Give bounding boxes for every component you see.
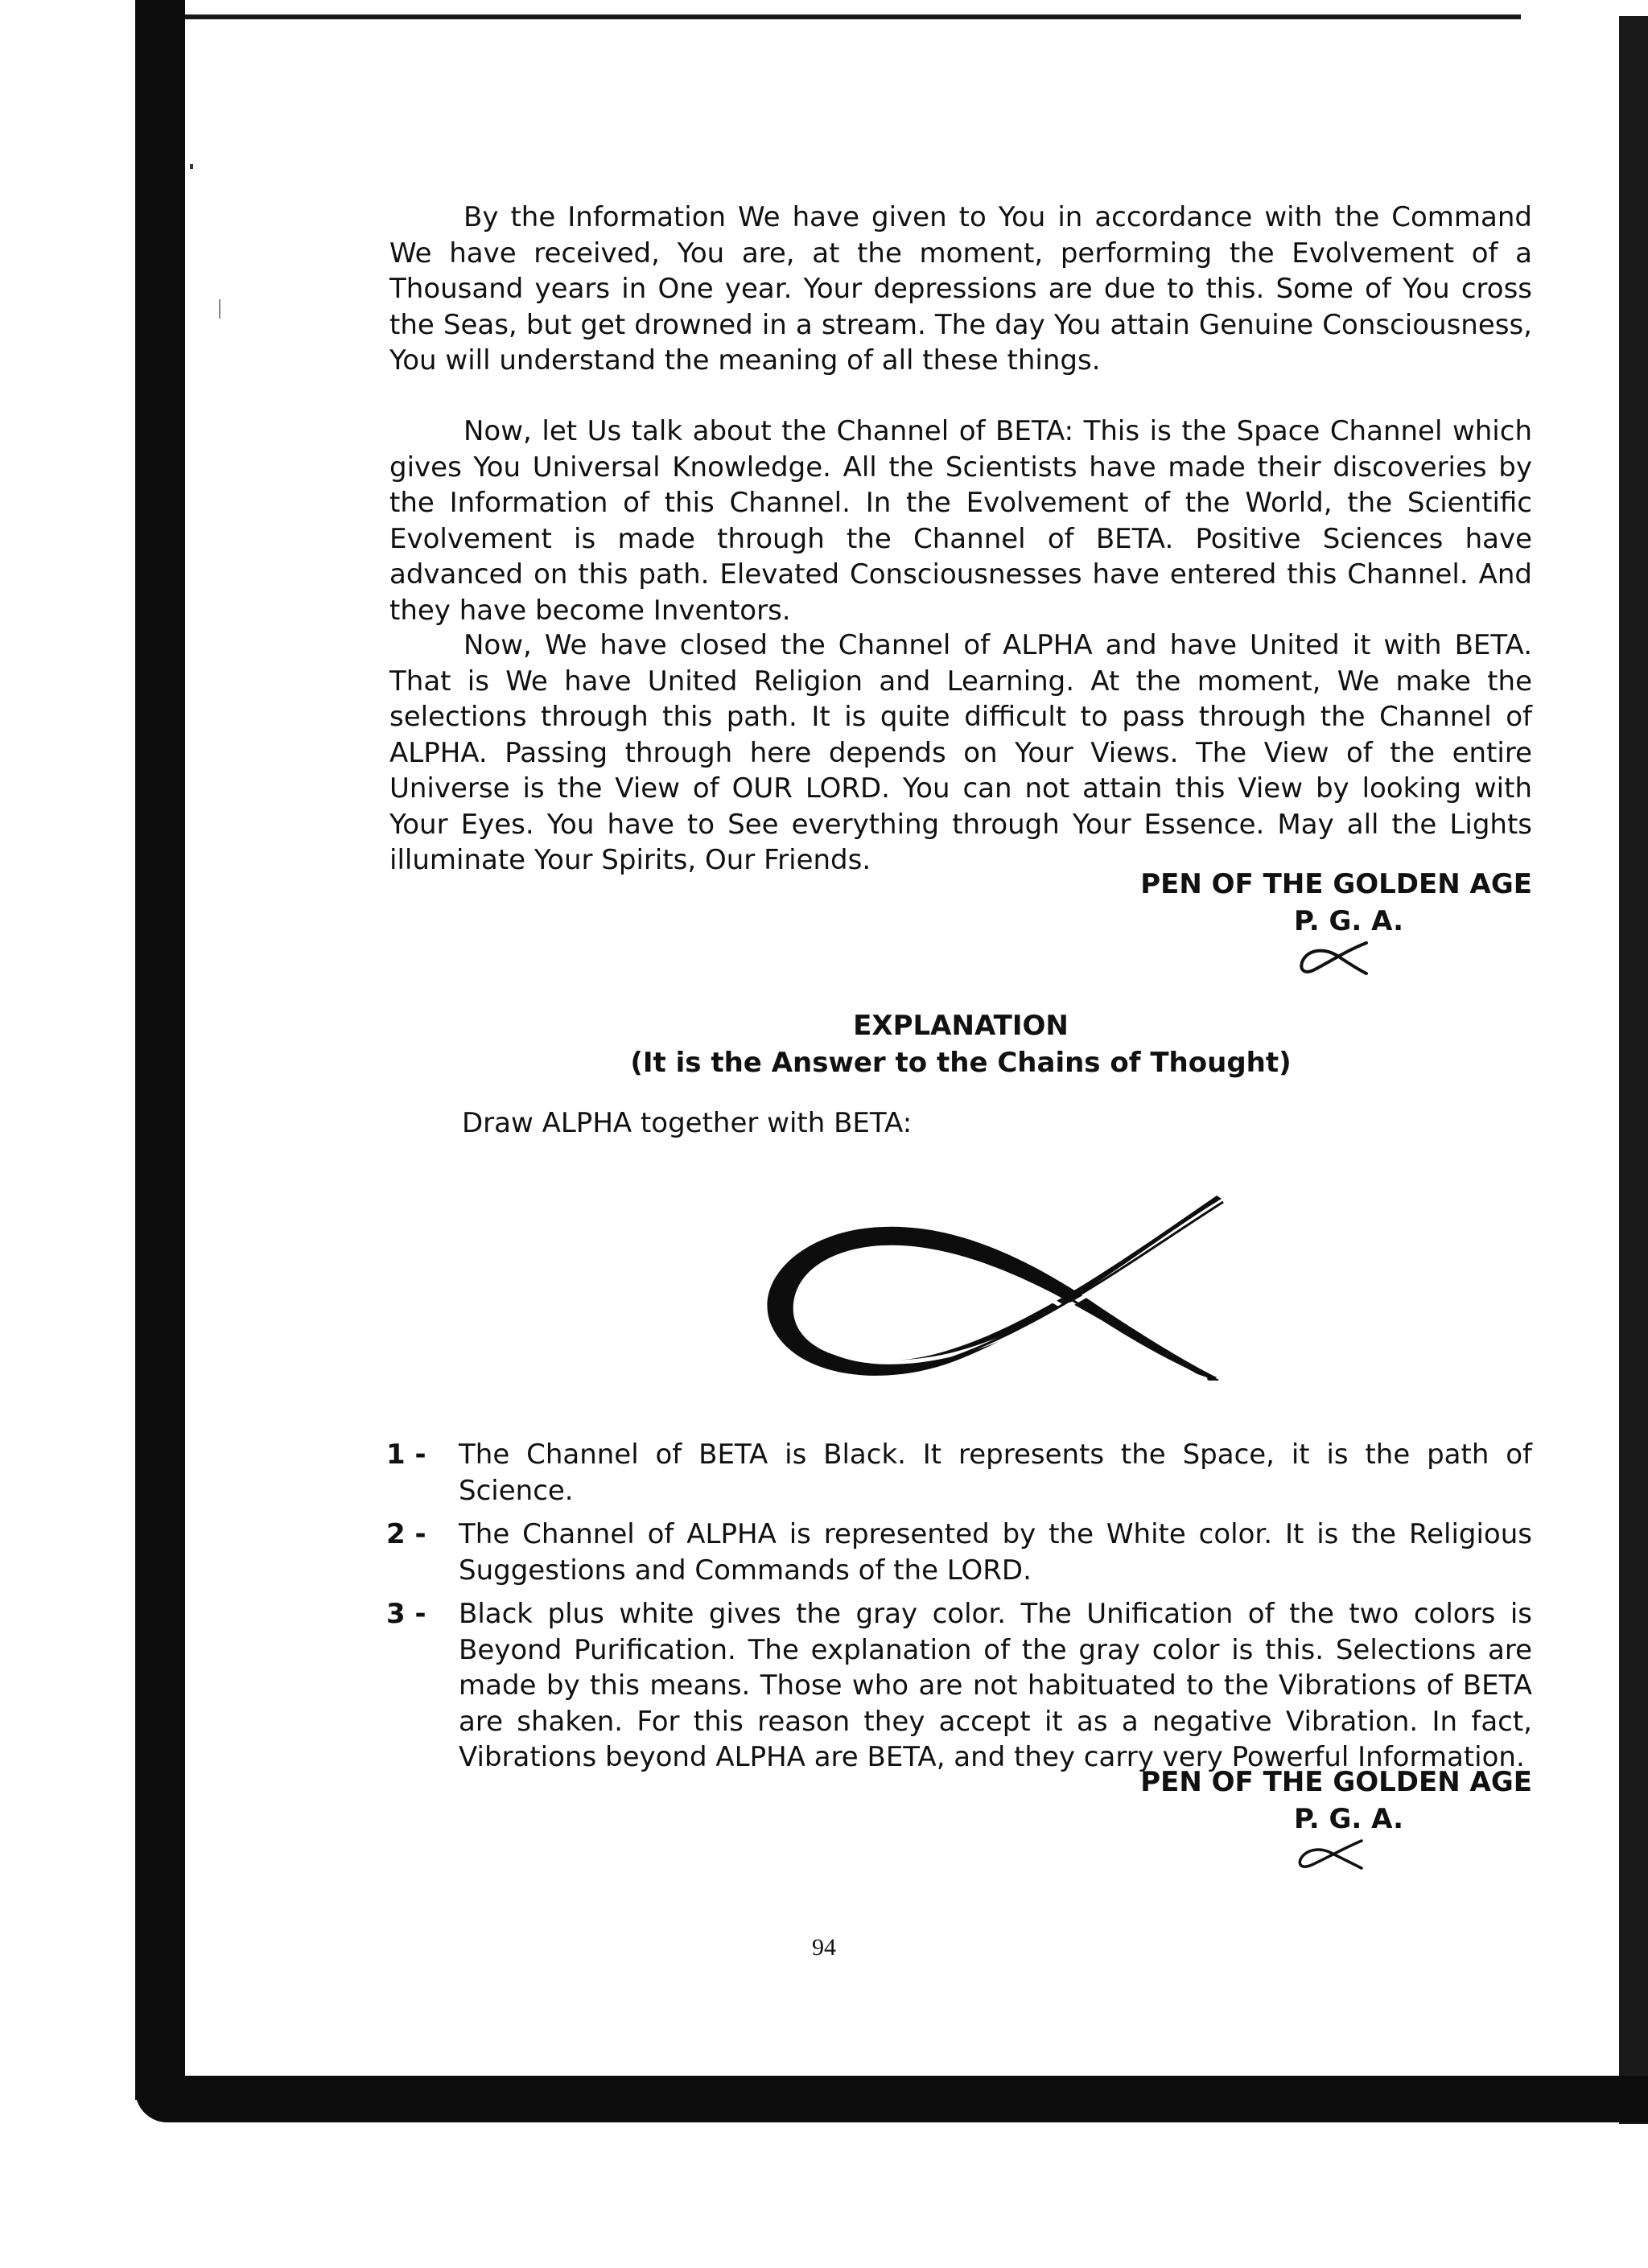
signature-abbr: P. G. A.: [1294, 1803, 1403, 1835]
scan-binding-shadow: [135, 0, 185, 2100]
scan-speck: [219, 299, 220, 319]
explanation-title: EXPLANATION: [853, 1010, 1069, 1042]
signature-title: PEN OF THE GOLDEN AGE: [1140, 868, 1532, 900]
paragraph-text: By the Information We have given to You in accordance with the Command We have received, You are, at the moment, performing the Evolvement of a Thousand years in One year. Your depressions are due to this. Some of You cross the Seas, but get drowned in a stream. The day You attain Genuine Consciousness, You will understand the meaning of all these things.: [389, 201, 1532, 377]
alpha-symbol-icon: [1294, 1836, 1366, 1873]
list-text: Black plus white gives the gray color. The Unification of the two colors is Beyond Purification. The explanation of the gray color is this. Selections are made by this means. Those who are not habituated to the Vibrations of BETA are shaken. For this reason they accept it as a negative Vibration. In fact, Vibrations beyond ALPHA are BETA, and they carry very Powerful Information.: [459, 1598, 1532, 1773]
scan-edge-bottom: [135, 2076, 1648, 2122]
paragraph-1: [389, 200, 1532, 379]
paragraph-2: [389, 414, 1532, 628]
alpha-symbol-icon: [1297, 940, 1370, 977]
numbered-list: [386, 1437, 1532, 1784]
paragraph-text: Now, We have closed the Channel of ALPHA and have United it with BETA. That is We have United Religion and Learning. At the moment, We make the selections through this path. It is quite difficult to pass through the Channel of ALPHA. Passing through here depends on Your Views. The View of the entire Universe is the View of OUR LORD. You can not attain this View by looking with Your Eyes. You have to See everything through Your Essence. May all the Lights illuminate Your Spirits, Our Friends.: [389, 629, 1532, 876]
page-number: 94: [812, 1934, 836, 1961]
alpha-beta-fish-icon: [761, 1196, 1228, 1381]
list-text: The Channel of BETA is Black. It represents the Space, it is the path of Science.: [459, 1439, 1532, 1507]
list-item: [386, 1437, 1532, 1509]
list-number: 2 -: [386, 1518, 426, 1550]
signature-block: [1114, 1764, 1532, 1838]
explanation-subtitle: (It is the Answer to the Chains of Thought): [630, 1047, 1292, 1079]
signature-title: PEN OF THE GOLDEN AGE: [1140, 1766, 1532, 1798]
list-item: [386, 1596, 1532, 1776]
list-number: 1 -: [386, 1439, 426, 1471]
list-text: The Channel of ALPHA is represented by the White color. It is the Religious Suggestions and Commands of the LORD.: [459, 1518, 1532, 1587]
paragraph-text: Now, let Us talk about the Channel of BETA: This is the Space Channel which gives You Universal Knowledge. All the Scientists have made their discoveries by the Information of this Channel. In the Evolvement of the World, the Scientific Evolvement is made through the Channel of BETA. Positive Sciences have advanced on this path. Elevated Consciousnesses have entered this Channel. And they have become Inventors.: [389, 415, 1532, 627]
diagram-instruction: Draw ALPHA together with BETA:: [462, 1107, 913, 1139]
signature-abbr: P. G. A.: [1294, 905, 1403, 937]
list-item: [386, 1517, 1532, 1588]
list-number: 3 -: [386, 1598, 426, 1630]
paragraph-3: [389, 628, 1532, 879]
signature-block: [1114, 866, 1532, 940]
scan-edge-right: [1619, 16, 1648, 2124]
scan-speck: [190, 164, 193, 169]
